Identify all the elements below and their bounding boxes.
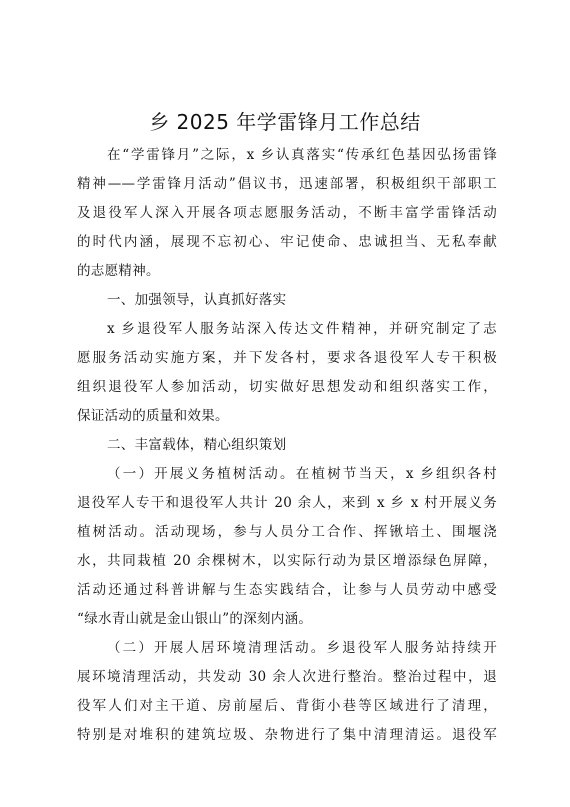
text-line: 精神——学雷锋月活动”倡议书，迅速部署，积极组织干部职工 [77,176,497,192]
text-line: 展环境清理活动，共发动 30 余人次进行整治。整治过程中，退 [77,669,497,685]
text-line: 役军人们对主干道、房前屋后、背街小巷等区域进行了清理， [77,698,497,714]
text-line: 二、丰富载体，精心组织策划 [107,437,287,453]
text-line: 的时代内涵，展现不忘初心、牢记使命、忠诚担当、无私奉献 [77,234,497,250]
text-line: 在“学雷锋月”之际，x 乡认真落实“传承红色基因弘扬雷锋 [107,147,497,163]
text-line: “绿水青山就是金山银山”的深刻内涵。 [77,611,313,627]
document-title: 乡 2025 年学雷锋月工作总结 [149,110,421,134]
text-line: （一）开展义务植树活动。在植树节当天，x 乡组织各村 [107,466,497,482]
text-line: （二）开展人居环境清理活动。乡退役军人服务站持续开 [107,640,497,656]
text-line: x 乡退役军人服务站深入传达文件精神，并研究制定了志 [107,321,497,337]
document-body [77,141,497,750]
text-line: 水，共同栽植 20 余棵树木，以实际行动为景区增添绿色屏障， [77,553,497,569]
text-line: 组织退役军人参加活动，切实做好思想发动和组织落实工作， [77,379,497,395]
text-line: 愿服务活动实施方案，并下发各村，要求各退役军人专干积极 [77,350,497,366]
text-line: 及退役军人深入开展各项志愿服务活动，不断丰富学雷锋活动 [77,205,497,221]
text-line: 退役军人专干和退役军人共计 20 余人，来到 x 乡 x 村开展义务 [77,495,497,511]
text-line: 特别是对堆积的建筑垃圾、杂物进行了集中清理清运。退役军 [77,727,497,743]
text-line: 的志愿精神。 [77,263,160,279]
text-line: 一、加强领导，认真抓好落实 [107,292,287,308]
text-line: 保证活动的质量和效果。 [77,408,229,424]
text-line: 活动还通过科普讲解与生态实践结合，让参与人员劳动中感受 [77,582,497,598]
text-line: 植树活动。活动现场，参与人员分工合作、挥锹培土、围堰浇 [77,524,497,540]
